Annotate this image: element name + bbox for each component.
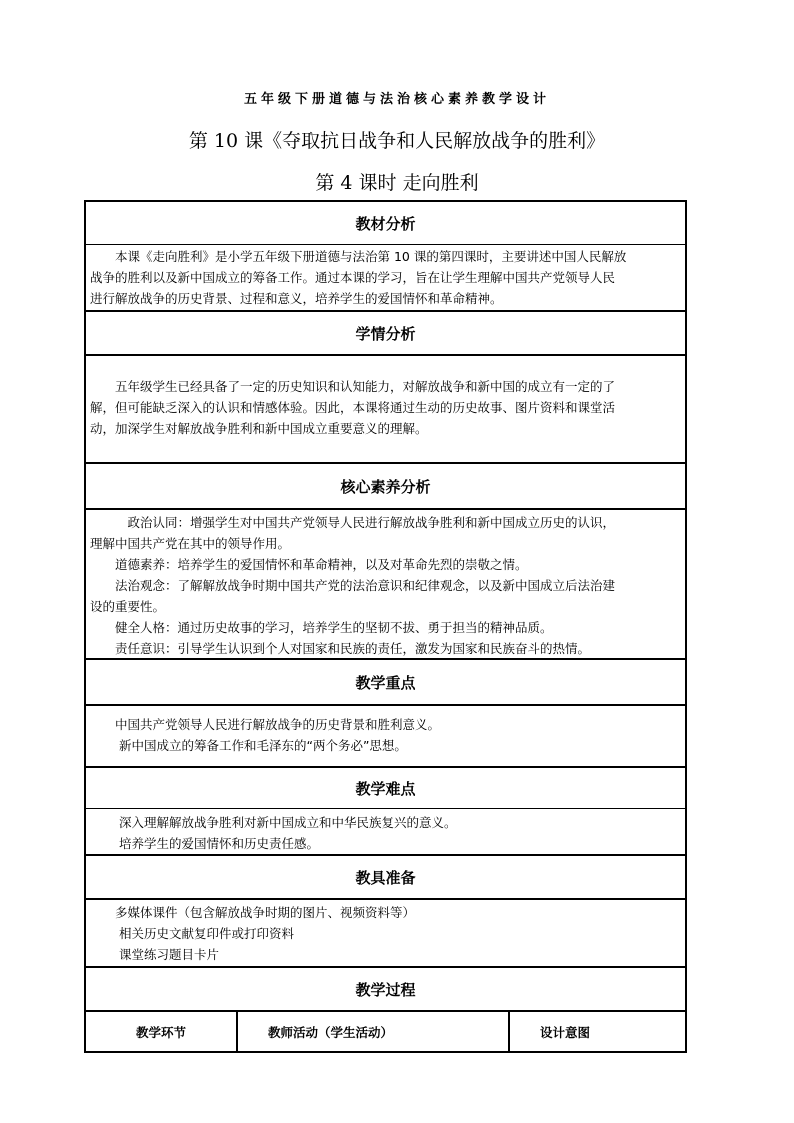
text-line: 设的重要性。 xyxy=(90,599,166,614)
section-heading-textbook: 教材分析 xyxy=(355,214,416,233)
divider xyxy=(86,508,685,510)
divider xyxy=(86,354,685,356)
text-line: 理解中国共产党在其中的领导作用。 xyxy=(90,536,291,551)
divider xyxy=(86,704,685,706)
text-line: 健全人格：通过历史故事的学习，培养学生的坚韧不拔、勇于担当的精神品质。 xyxy=(90,620,553,635)
period-title: 第 4 课时 走向胜利 xyxy=(315,172,479,194)
column-header-stage: 教学环节 xyxy=(135,1024,186,1040)
section-heading-key-points: 教学重点 xyxy=(355,673,416,692)
materials-text xyxy=(90,902,681,965)
section-heading-students: 学情分析 xyxy=(355,324,416,343)
text-line: 相关历史文献复印件或打印资料 xyxy=(90,926,294,941)
text-line: 战争的胜利以及新中国成立的筹备工作。通过本课的学习，旨在让学生理解中国共产党领导人民 xyxy=(90,270,616,285)
text-line: 动，加深学生对解放战争胜利和新中国成立重要意义的理解。 xyxy=(90,421,428,436)
section-heading-literacy: 核心素养分析 xyxy=(340,477,431,496)
core-literacy-text xyxy=(90,512,681,659)
lesson-plan-table xyxy=(84,200,687,1053)
section-heading-process: 教学过程 xyxy=(355,980,416,999)
lesson-title: 第 10 课《夺取抗日战争和人民解放战争的胜利》 xyxy=(188,130,606,152)
student-analysis-text xyxy=(90,376,681,439)
textbook-analysis-text xyxy=(90,246,681,309)
section-heading-difficulties: 教学难点 xyxy=(355,779,416,798)
document-title: 五年级下册道德与法治核心素养教学设计 xyxy=(243,92,550,107)
text-line: 培养学生的爱国情怀和历史责任感。 xyxy=(90,836,319,851)
text-line: 法治观念：了解解放战争时期中国共产党的法治意识和纪律观念，以及新中国成立后法治建 xyxy=(90,578,616,593)
section-heading-materials: 教具准备 xyxy=(355,868,416,887)
text-line: 解，但可能缺乏深入的认识和情感体验。因此，本课将通过生动的历史故事、图片资料和课堂活 xyxy=(90,400,616,415)
key-points-text xyxy=(90,714,681,756)
text-line: 课堂练习题目卡片 xyxy=(90,947,219,962)
text-line: 责任意识：引导学生认识到个人对国家和民族的责任，激发为国家和民族奋斗的热情。 xyxy=(90,641,591,656)
text-line: 中国共产党领导人民进行解放战争的历史背景和胜利意义。 xyxy=(90,717,441,732)
text-line: 道德素养：培养学生的爱国情怀和革命精神，以及对革命先烈的崇敬之情。 xyxy=(90,557,528,572)
column-header-activity: 教师活动（学生活动） xyxy=(268,1024,394,1040)
divider xyxy=(86,808,685,809)
text-line: 进行解放战争的历史背景、过程和意义，培养学生的爱国情怀和革命精神。 xyxy=(90,291,503,306)
text-line: 多媒体课件（包含解放战争时期的图片、视频资料等） xyxy=(90,905,416,920)
text-line: 本课《走向胜利》是小学五年级下册道德与法治第 10 课的第四课时，主要讲述中国人民解放 xyxy=(90,249,627,264)
text-line: 深入理解解放战争胜利对新中国成立和中华民族复兴的意义。 xyxy=(90,815,457,830)
text-line: 政治认同：增强学生对中国共产党领导人民进行解放战争胜利和新中国成立历史的认识， xyxy=(90,515,616,530)
divider xyxy=(86,244,685,245)
text-line: 五年级学生已经具备了一定的历史知识和认知能力，对解放战争和新中国的成立有一定的了 xyxy=(90,379,616,394)
column-header-intent: 设计意图 xyxy=(540,1024,591,1040)
divider xyxy=(86,898,685,900)
difficulties-text xyxy=(90,812,681,854)
text-line: 新中国成立的筹备工作和毛泽东的“两个务必”思想。 xyxy=(90,738,407,753)
